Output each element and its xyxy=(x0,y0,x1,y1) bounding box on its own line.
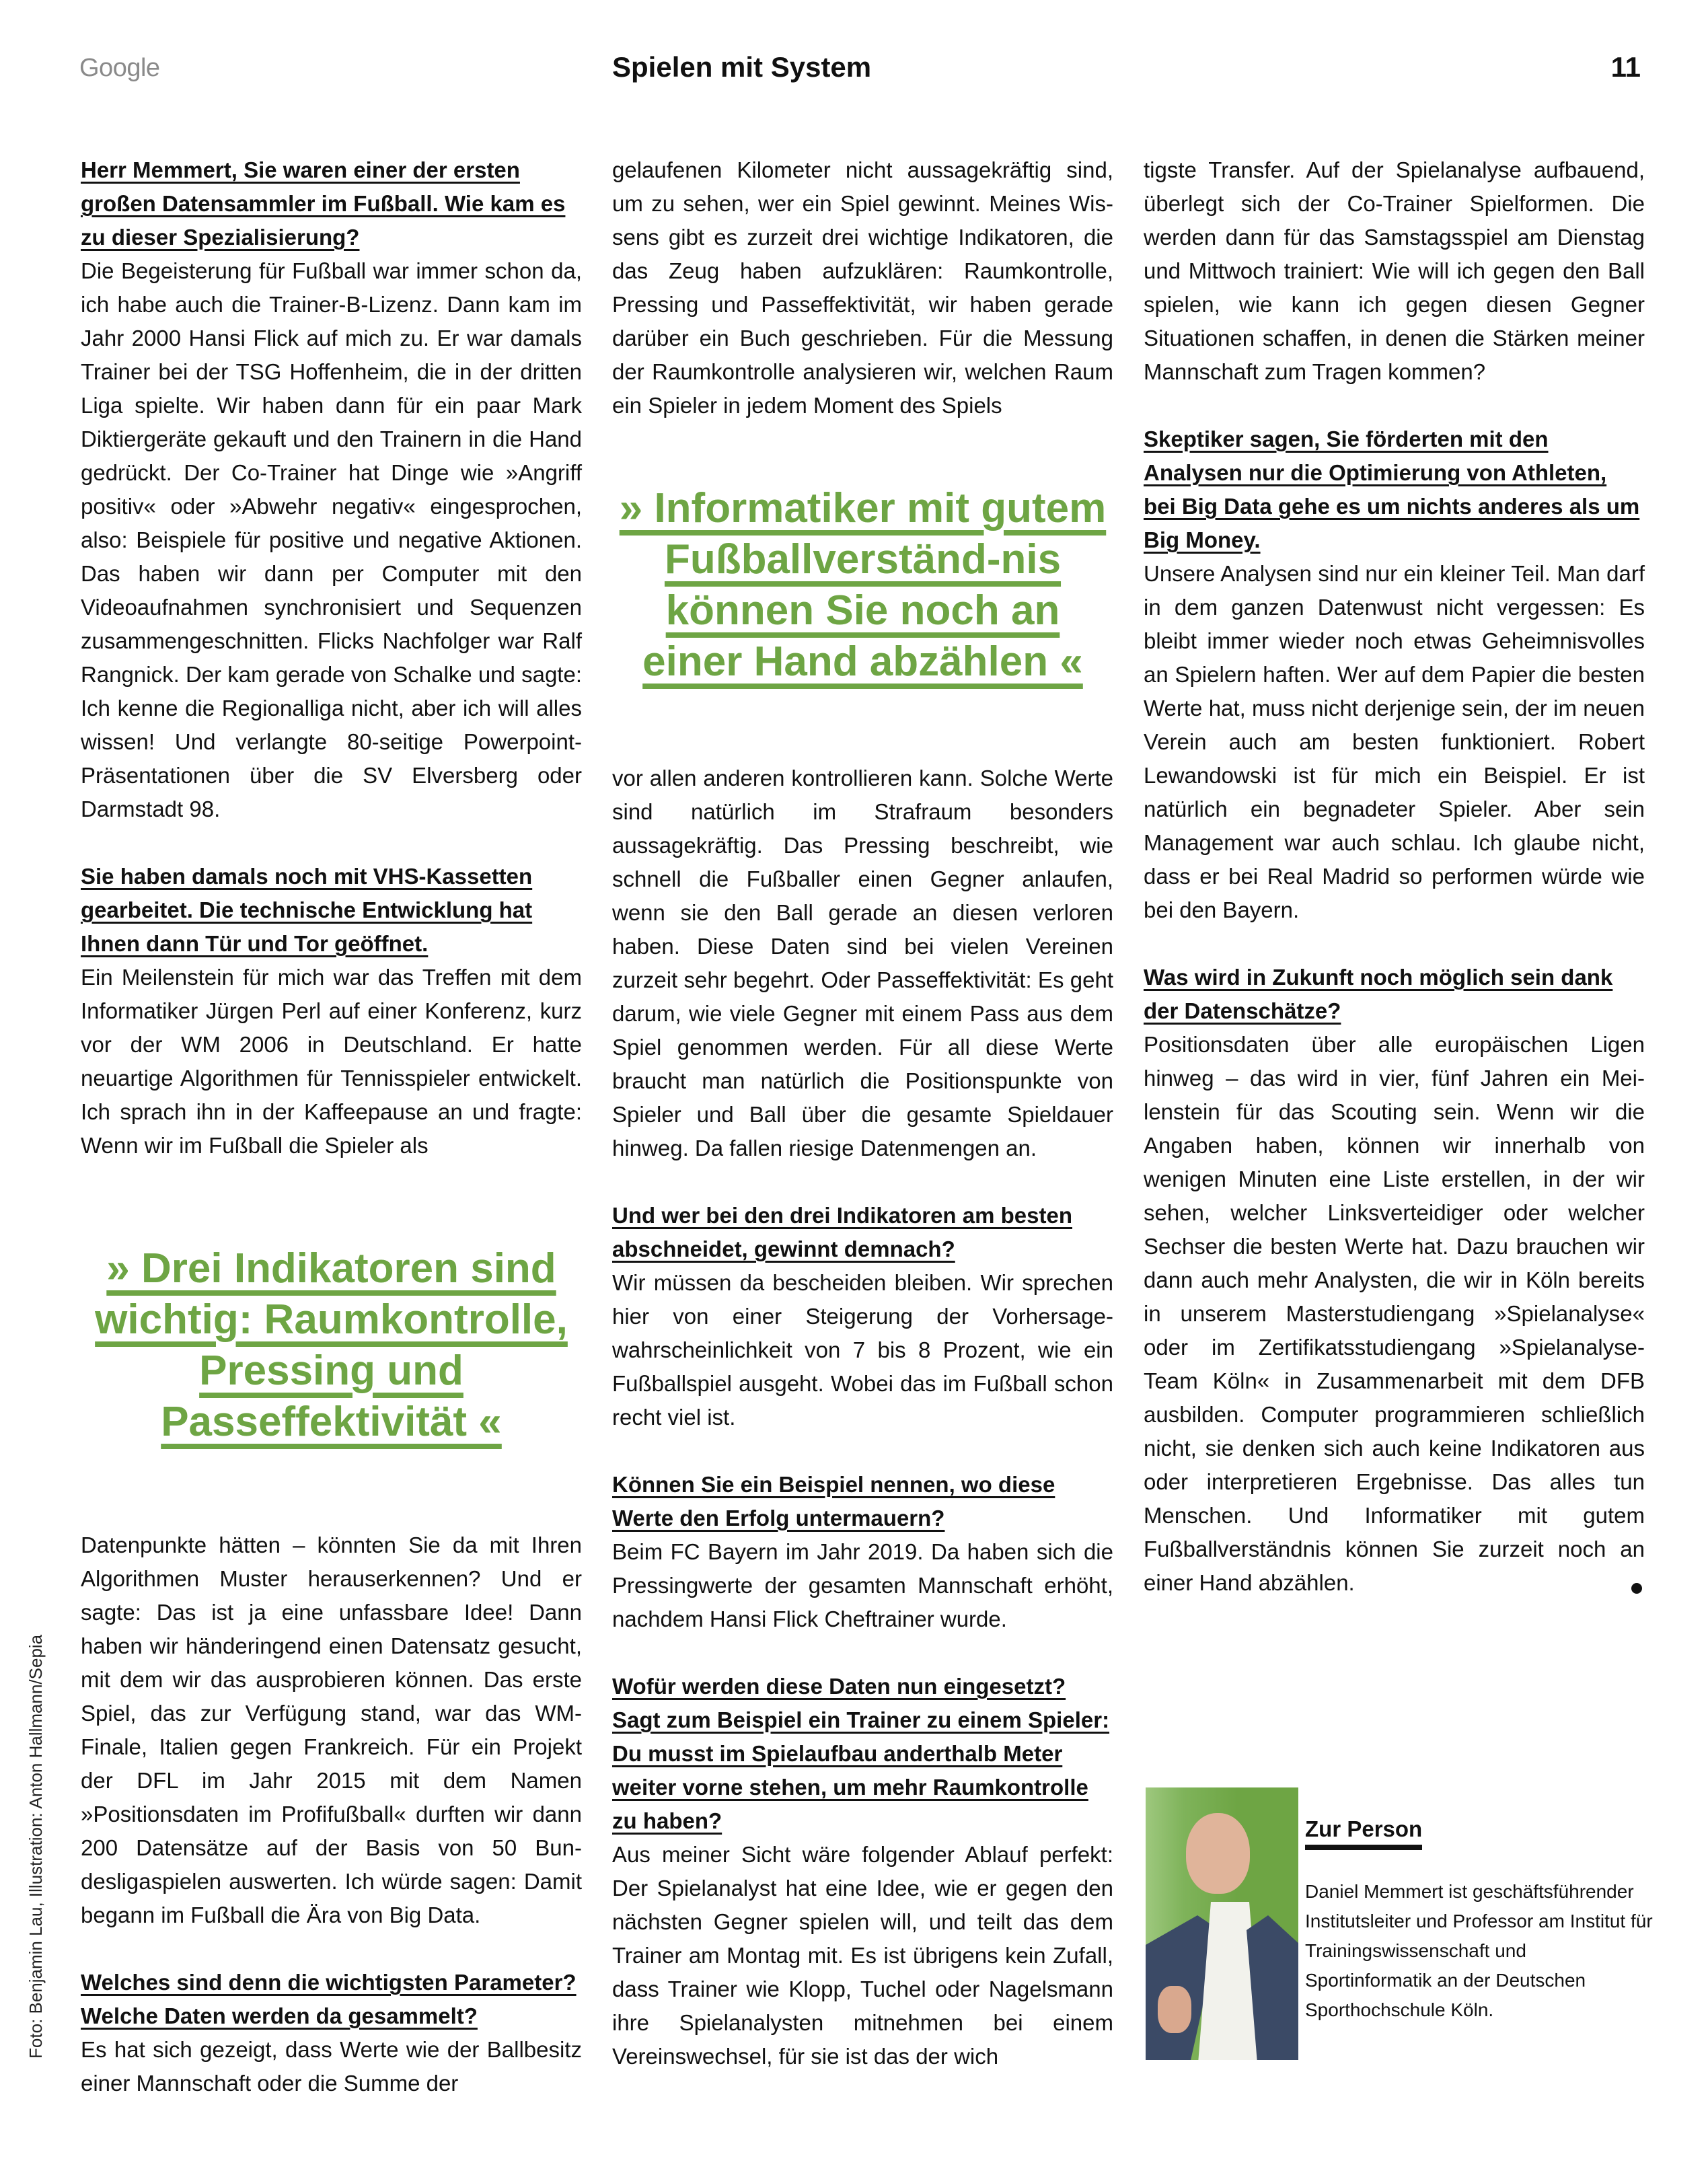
question-6: Wofür werden diese Daten nun eingesetzt? Sagt zum Beispiel ein Trainer zu einem Spieler: Du musst im Spielaufbau anderthalb Meter weiter vorne stehen, um mehr Raumkontrolle zu haben? xyxy=(612,1674,1110,1833)
answer-8: Positionsdaten über alle europäischen Ligen hinweg – das wird in vier, fünf Jahren ein Meilenstein für das Scouting sein. Wenn wir die Angaben haben, können wir innerhalb von wenigen Minuten eine Liste erstellen, in der wir sehen, welcher Linksverteidiger oder welcher Sechser die besten Werte hat. Dazu brauchen wir dann auch mehr Analysten, die wir in Köln bereits in unserem Masterstudiengang »Spielanalyse« oder im Zertifikatsstudiengang »Spielanalyse-Team Köln« in Zusammenarbeit mit dem DFB ausbilden. Computer programmieren schließlich nicht, sie denken sich auch keine Indikatoren aus oder interpretieren Ergebnisse. Das alles tun Menschen. Und Informatiker mit gutem Fußballverständnis können Sie zurzeit noch an einer Hand abzählen. xyxy=(1144,1032,1645,1595)
answer-5: Beim FC Bayern im Jahr 2019. Da haben sich die Pressingwerte der gesamten Mannschaft erhöht, nachdem Hansi Flick Cheftrainer wurde. xyxy=(612,1539,1113,1631)
brand-logo: Google xyxy=(79,54,160,82)
question-4: Und wer bei den drei Indikatoren am besten abschneidet, gewinnt demnach? xyxy=(612,1203,1072,1261)
answer-3-part-2: gelaufenen Kilometer nicht aussagekräftig sind, um zu sehen, wer ein Spiel gewinnt. Meines Wissens gibt es zurzeit drei wichtige Indikatoren, die das Zeug haben aufzuklären: Raumkontrolle, Pressing und Passeffektivität, wir haben gerade darüber ein Buch geschrieben. Für die Messung der Raumkontrolle analysieren wir, welchen Raum ein Spieler in jedem Moment des Spiels xyxy=(612,157,1113,418)
pull-quote-2: » Informatiker mit gutem Fußballverständ-nis können Sie noch an einer Hand abzählen « xyxy=(619,485,1107,685)
answer-3-part-3: vor allen anderen kontrollieren kann. Solche Werte sind natürlich im Strafraum besonders aussagekräftig. Das Pressing beschreibt, wie schnell die Fußballer einen Gegner anlaufen, wenn sie den Ball gerade an diesen verloren haben. Diese Daten sind bei vielen Vereinen zurzeit sehr begehrt. Oder Passeffektivität: Es geht darum, wie viele Gegner mit einem Pass aus dem Spiel genommen werden. Für all diese Werte braucht man natürlich die Positionspunkte von Spieler und Ball über die gesamte Spieldauer hinweg. Da fallen riesige Datenmengen an. xyxy=(612,766,1113,1160)
page-header xyxy=(0,0,1708,135)
portrait-photo xyxy=(1146,1787,1298,2060)
answer-6-part-2: tigste Transfer. Auf der Spielanalyse aufbauend, überlegt sich der Co-Trainer Spielformen. Die werden dann für das Samstagsspiel am Dienstag und Mittwoch trainiert: Wie will ich gegen den Ball spielen, wie kann ich gegen diesen Gegner Situationen schaffen, in denen die Stärken meiner Mannschaft zum Tragen kommen? xyxy=(1144,157,1645,384)
answer-4: Wir müssen da bescheiden bleiben. Wir sprechen hier von einer Steigerung der Vorhersagewahrscheinlichkeit von 7 bis 8 Prozent, wie ein Fußballspiel ausgeht. Wobei das im Fußball schon recht viel ist. xyxy=(612,1270,1113,1430)
column-3 xyxy=(1144,153,1645,1600)
bio-title: Zur Person xyxy=(1305,1816,1422,1850)
question-8: Was wird in Zukunft noch möglich sein dank der Datenschätze? xyxy=(1144,965,1613,1023)
answer-1: Die Begeisterung für Fußball war immer schon da, ich habe auch die Trainer-B-Lizenz. Dann kam im Jahr 2000 Hansi Flick auf mich zu. Er war damals Trainer bei der TSG Hoffenheim, die in der dritten Liga spielte. Wir haben dann für ein paar Mark Diktiergeräte gekauft und den Trainern in die Hand gedrückt. Der Co-Trainer hat Dinge wie »Angriff positiv« oder »Abwehr negativ« eingesprochen, also: Beispiele für positive und negative Aktionen. Das haben wir dann per Computer mit den Videoaufnahmen synchronisiert und Sequenzen zusammengeschnitten. Flicks Nachfolger war Ralf Rangnick. Der kam gerade von Schalke und sagte: Ich kenne die Regionalliga nicht, aber ich will alles wissen! Und verlangte 80-seitige Powerpoint-Präsentationen über die SV Elversberg oder Darmstadt 98. xyxy=(81,258,582,821)
photo-credit: Foto: Benjamin Lau, Illustration: Anton Hallmann/Sepia xyxy=(26,1634,46,2059)
answer-7: Unsere Analysen sind nur ein kleiner Teil. Man darf in dem ganzen Datenwust nicht vergessen: Es bleibt immer wieder noch etwas Geheimnisvolles an Spielern haften. Wer auf dem Papier die besten Werte hat, muss nicht derjenige sein, der im neuen Verein auch am besten funktioniert. Robert Lewandowski ist für mich ein Beispiel. Er ist natürlich ein begnadeter Spieler. Aber sein Management war auch schlau. Ich glaube nicht, dass er bei Real Madrid so performen würde wie bei den Bayern. xyxy=(1144,561,1645,922)
end-of-article-dot-icon xyxy=(1631,1583,1642,1594)
question-3: Welches sind denn die wichtigsten Parameter? Welche Daten werden da gesammelt? xyxy=(81,1970,577,2028)
answer-6-part-1: Aus meiner Sicht wäre folgender Ablauf perfekt: Der Spielanalyst hat eine Idee, wie er gegen den nächsten Gegner spielen will, und teilt das dem Trainer am Montag mit. Es ist übrigens kein Zufall, dass Trainer wie Klopp, Tuchel oder Nagelsmann ihre Spielanalysten mitnehmen bei einem Vereinswechsel, für sie ist das der wich xyxy=(612,1842,1113,2069)
page-number: 11 xyxy=(1610,51,1641,83)
question-2: Sie haben damals noch mit VHS-Kassetten gearbeitet. Die technische Entwicklung hat Ihnen dann Tür und Tor geöffnet. xyxy=(81,864,533,956)
answer-3-part-1: Es hat sich gezeigt, dass Werte wie der Ballbesitz einer Mannschaft oder die Summe der xyxy=(81,2037,582,2096)
running-title: Spielen mit System xyxy=(612,51,872,83)
column-1 xyxy=(81,153,582,2100)
column-2 xyxy=(612,153,1113,2073)
bio-text: Daniel Memmert ist geschäftsführender Institutsleiter und Professor am Institut für Trainingswissenschaft und Sportinformatik an der Deutschen Sporthochschule Köln. xyxy=(1305,1881,1653,2020)
question-7: Skeptiker sagen, Sie förderten mit den Analysen nur die Optimierung von Athleten, bei Big Data gehe es um nichts anderes als um Big Money. xyxy=(1144,427,1640,552)
pull-quote-1: » Drei Indikatoren sind wichtig: Raumkontrolle, Pressing und Passeffektivität « xyxy=(95,1245,568,1445)
answer-2-part-1: Ein Meilenstein für mich war das Treffen mit dem Informatiker Jürgen Perl auf einer Konferenz, kurz vor der WM 2006 in Deutschland. Er hatte neuartige Algorithmen für Tennisspieler entwickelt. Ich sprach ihn in der Kaffeepause an und fragte: Wenn wir im Fußball die Spieler als xyxy=(81,965,582,1158)
question-1: Herr Memmert, Sie waren einer der ersten großen Datensammler im Fußball. Wie kam es zu dieser Spezialisierung? xyxy=(81,157,566,250)
question-5: Können Sie ein Beispiel nennen, wo diese Werte den Erfolg untermauern? xyxy=(612,1472,1055,1530)
bio-box xyxy=(1305,1816,1655,2025)
answer-2-part-2: Datenpunkte hätten – könnten Sie da mit Ihren Algorithmen Muster herauserkennen? Und er sagte: Das ist ja eine unfassbare Idee! Dann haben wir händeringend einen Datensatz gesucht, mit dem wir das ausprobieren können. Das erste Spiel, das zur Verfügung stand, war das WM-Finale, Italien gegen Frankreich. Für ein Projekt der DFL im Jahr 2015 mit dem Namen »Positionsdaten im Profifußball« durften wir dann 200 Datensätze auf der Basis von 50 Bundesligaspielen auswerten. Ich würde sagen: Damit begann im Fußball die Ära von Big Data. xyxy=(81,1533,582,1927)
